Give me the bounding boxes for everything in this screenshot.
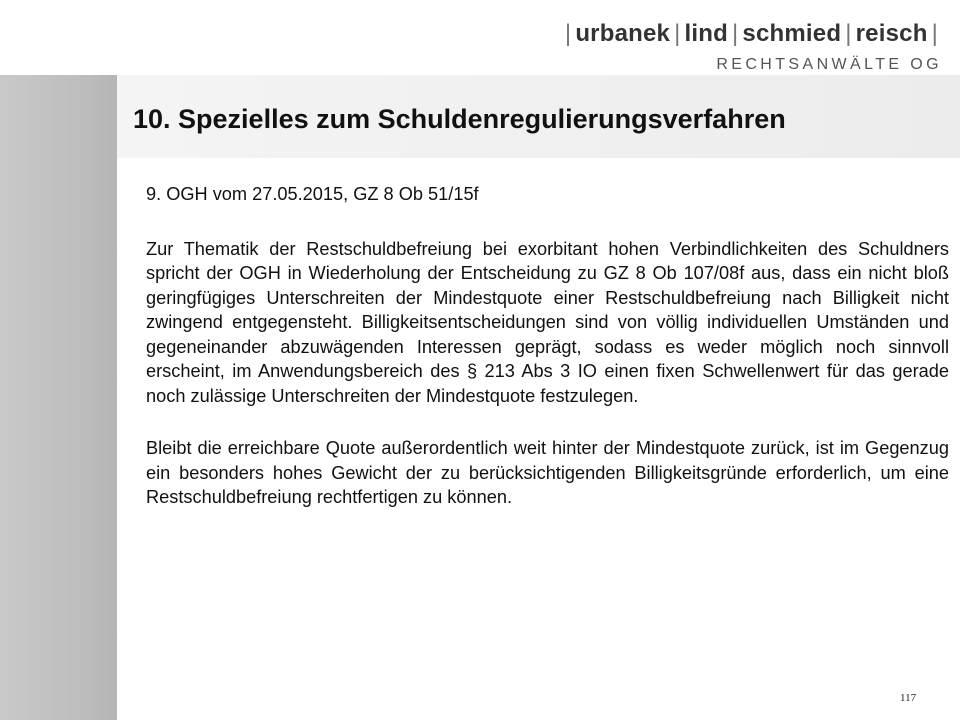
case-reference: 9. OGH vom 27.05.2015, GZ 8 Ob 51/15f [146,184,479,204]
firm-logo [561,20,942,74]
body-paragraph-2: Bleibt die erreichbare Quote außerordentlich weit hinter der Mindestquote zurück, ist im Gegenzug ein besonders hohes Gewicht der zu berücksichtigenden Billigkeitsgründe erforderlich, um eine Restschuldbefreiung rechtfertigen zu können. [146,438,949,507]
firm-logo-subtitle: RECHTSANWÄLTE OG [716,56,942,73]
logo-name-schmied: schmied [742,20,842,47]
slide-body [146,182,949,510]
decorative-side-bar [0,75,117,720]
logo-name-lind: lind [684,20,728,47]
page-number: 117 [900,692,917,704]
firm-logo-names: | urbanek | lind | schmied | reisch | [564,20,938,47]
body-paragraph-1: Zur Thematik der Restschuldbefreiung bei exorbitant hohen Verbindlichkeiten des Schuldners spricht der OGH in Wiederholung der Entscheidung zu GZ 8 Ob 107/08f aus, dass ein nicht bloß geringfügiges Unterschreiten der Mindestquote einer Restschuldbefreiung nach Billigkeit nicht zwingend entgegensteht. Billigkeitsentscheidungen sind von völlig individuellen Umständen und gegeneinander abzuwägenden Interessen geprägt, sodass es weder möglich noch sinnvoll erscheint, im Anwendungsbereich des § 213 Abs 3 IO einen fixen Schwellenwert für das gerade noch zulässige Unterschreiten der Mindestquote festzulegen. [146,238,949,406]
logo-name-reisch: reisch [855,20,928,47]
slide-title: 10. Spezielles zum Schuldenregulierungsverfahren [133,104,786,134]
logo-name-urbanek: urbanek [575,20,671,47]
